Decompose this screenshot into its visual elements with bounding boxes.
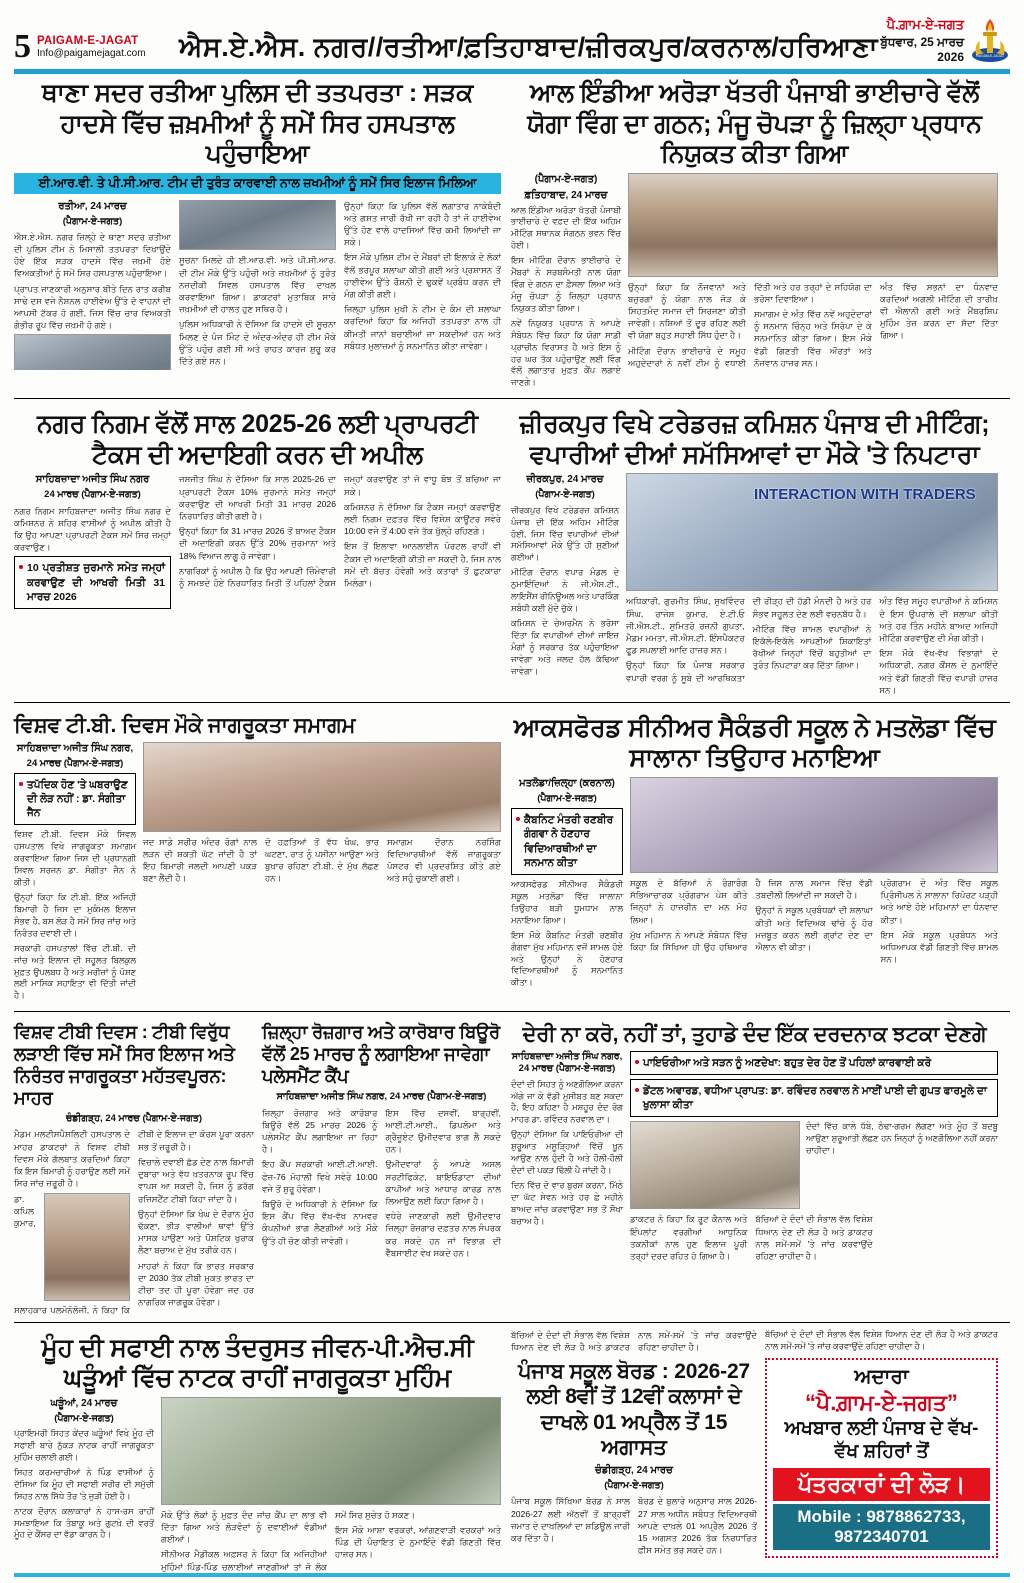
article-paragraph: ਬੱਚਿਆਂ ਦੇ ਦੰਦਾਂ ਦੀ ਸੰਭਾਲ ਵੱਲ ਵਿਸ਼ੇਸ਼ ਧਿਆਨ ਦੇਣ ਦੀ ਲੋੜ ਹੈ ਅਤੇ ਡਾਕਟਰ ਨਾਲ ਸਮੇਂ-ਸਮੇਂ 'ਤੇ ਜਾਂਚ ਕਰਵਾਉਂਦੇ ਰਹਿਣਾ ਚਾਹੀਦਾ ਹੈ। (511, 1329, 757, 1352)
page-number: 5 (14, 28, 31, 65)
article-body-right (630, 877, 998, 965)
article-dateline: ਮਤਲੋਡਾ/ਜ਼ਿਲ੍ਹਾ (ਕਰਨਾਲ) (519, 777, 615, 789)
article-photo-wrap (626, 473, 998, 591)
article-dental-health (511, 1018, 998, 1315)
logo-text: ਪੈ.ਗ਼ਾਮ-ਏ-ਜਗਤ (886, 17, 964, 32)
edition-title: ਐਸ.ਏ.ਐਸ. ਨਗਰ//ਰਤੀਆ/ਫ਼ਤਿਹਾਬਾਦ/ਜ਼ੀਰਕਪੁਰ/ਕਰਨਾਲ/ਹਰਿਆਣਾ (179, 32, 878, 62)
article-paragraph: ਇਸ ਮੌਕੇ ਪੁਲਿਸ ਟੀਮ ਦੇ ਮੈਂਬਰਾਂ ਦੀ ਇਲਾਕੇ ਦੇ ਲੋਕਾਂ ਵੱਲੋਂ ਭਰਪੂਰ ਸ਼ਲਾਘਾ ਕੀਤੀ ਗਈ ਅਤੇ ਪ੍ਰਸ਼ਾਸਨ ਤੋਂ ਹਾਈਵੇਅ ਉੱਤੇ ਰੌਸ਼ਨੀ ਦੇ ਢੁਕਵੇਂ ਪ੍ਰਬੰਧ ਕਰਨ ਦੀ ਮੰਗ ਕੀਤੀ ਗਈ। (344, 252, 501, 299)
article-paragraph: ਉਮੀਦਵਾਰਾਂ ਨੂੰ ਆਪਣੇ ਅਸਲ ਸਰਟੀਫਿਕੇਟ, ਬਾਇਓਡਾਟਾ ਦੀਆਂ ਕਾਪੀਆਂ ਅਤੇ ਆਧਾਰ ਕਾਰਡ ਨਾਲ ਲਿਆਉਣ ਲਈ ਕਿਹਾ ਗਿਆ ਹੈ। (385, 1159, 501, 1206)
article-byline: (ਪੈਗਾਮ-ਏ-ਜਗਤ) (534, 173, 598, 185)
article-paragraph: ਉਨ੍ਹਾਂ ਕਿਹਾ ਕਿ ਨੌਜਵਾਨਾਂ ਅਤੇ ਬਜ਼ੁਰਗਾਂ ਨੂੰ ਯੋਗਾ ਨਾਲ ਜੋੜ ਕੇ ਸਿਹਤਮੰਦ ਸਮਾਜ ਦੀ ਸਿਰਜਣਾ ਕੀਤੀ ਜਾਵੇਗੀ। ਨਸ਼ਿਆਂ ਤੋਂ ਦੂਰ ਰਹਿਣ ਲਈ ਵੀ ਯੋਗਾ ਬਹੁਤ ਸਹਾਈ ਸਿੱਧ ਹੁੰਦਾ ਹੈ। (628, 281, 746, 341)
article-lead-in (511, 1329, 757, 1355)
article-paragraph: ਬੋਰਡ ਦੇ ਬੁਲਾਰੇ ਅਨੁਸਾਰ ਸਾਲ 2026-27 ਸਾਲ ਅਧੀਨ ਸਬੰਧਤ ਵਿਦਿਆਰਥੀ ਆਪਣੇ ਦਾਖ਼ਲੇ 01 ਅਪ੍ਰੈਲ 2026 ਤੋਂ 15 ਅਗਸਤ 2026 ਤੱਕ ਨਿਰਧਾਰਿਤ ਫ਼ੀਸ ਸਮੇਤ ਭਰ ਸਕਦੇ ਹਨ। (638, 1496, 757, 1556)
article-paragraph: ਐਸ.ਏ.ਐਸ. ਨਗਰ ਜ਼ਿਲ੍ਹੇ ਦੇ ਥਾਣਾ ਸਦਰ ਰਤੀਆ ਦੀ ਪੁਲਿਸ ਟੀਮ ਨੇ ਮਿਸਾਲੀ ਤਤਪਰਤਾ ਦਿਖਾਉਂਦੇ ਹੋਏ ਇੱਕ ਸੜਕ ਹਾਦਸੇ ਵਿੱਚ ਜ਼ਖ਼ਮੀ ਹੋਏ ਵਿਅਕਤੀਆਂ ਨੂੰ ਸਮੇਂ ਸਿਰ ਹਸਪਤਾਲ ਪਹੁੰਚਾਇਆ। (14, 231, 171, 279)
article-paragraph: ਸਰਕਾਰੀ ਹਸਪਤਾਲਾਂ ਵਿੱਚ ਟੀ.ਬੀ. ਦੀ ਜਾਂਚ ਅਤੇ ਇਲਾਜ ਦੀ ਸਹੂਲਤ ਬਿਲਕੁਲ ਮੁਫ਼ਤ ਉਪਲਬਧ ਹੈ ਅਤੇ ਮਰੀਜ਼ਾਂ ਨੂੰ ਪੋਸ਼ਣ ਲਈ ਮਾਸਿਕ ਸਹਾਇਤਾ ਵੀ ਦਿੱਤੀ ਜਾਂਦੀ ਹੈ। (14, 942, 136, 1001)
article-layout (14, 1397, 501, 1573)
article-paragraph: ਮੈਡਮ ਮਲਟੀਸਪੈਸ਼ਲਿਟੀ ਹਸਪਤਾਲ ਦੇ ਮਾਹਰ ਡਾਕਟਰਾਂ ਨੇ ਵਿਸ਼ਵ ਟੀਬੀ ਦਿਵਸ ਮੌਕੇ ਗੱਲਬਾਤ ਕਰਦਿਆਂ ਕਿਹਾ ਕਿ ਇਸ ਬਿਮਾਰੀ ਨੂੰ ਹਰਾਉਣ ਲਈ ਸਮੇਂ ਸਿਰ ਜਾਂਚ ਜ਼ਰੂਰੀ ਹੈ। (14, 1129, 130, 1189)
article-byline: (ਪੈਗਾਮ-ਏ-ਜਗਤ) (535, 489, 595, 501)
article-body-left (511, 205, 621, 390)
article-subheadline: ਈ.ਆਰ.ਵੀ. ਤੇ ਪੀ.ਸੀ.ਆਰ. ਟੀਮ ਦੀ ਤੁਰੰਤ ਕਾਰਵਾਈ ਨਾਲ ਜ਼ਖਮੀਆਂ ਨੂੰ ਸਮੇਂ ਸਿਰ ਇਲਾਜ ਮਿਲਿਆ (14, 173, 501, 194)
article-layout (511, 1051, 998, 1262)
brand-name: PAIGAM-E-JAGAT (37, 34, 139, 47)
article-paragraph: ਡਾ. ਕਪਿਲ ਕੁਮਾਰ, ਸਲਾਹਕਾਰ ਪਲਮੋਨੋਲੋਜੀ, ਨੇ ਕਿਹਾ ਕਿ ਟੀਬੀ ਦੇ ਇਲਾਜ ਦਾ ਕੋਰਸ ਪੂਰਾ ਕਰਨਾ ਸਭ ਤੋਂ ਜ਼ਰੂਰੀ ਹੈ। (14, 1129, 254, 1315)
recruitment-advertisement[interactable] (765, 1358, 998, 1559)
article-paragraph: ਦੰਦਾਂ ਵਿੱਚ ਕਾਲੇ ਧੱਬੇ, ਠੰਢਾ-ਗਰਮ ਲੱਗਣਾ ਅਤੇ ਮੂੰਹ ਤੋਂ ਬਦਬੂ ਆਉਣਾ ਸ਼ੁਰੂਆਤੀ ਲੱਛਣ ਹਨ ਜਿਨ੍ਹਾਂ ਨੂੰ ਅਣਗੌਲਿਆ ਨਹੀਂ ਕਰਨਾ ਚਾਹੀਦਾ। (806, 1121, 998, 1156)
svg-text:PAIGAM-E-JAGAT: PAIGAM-E-JAGAT (975, 53, 1005, 58)
article-paragraph: ਇਸ ਮੌਕੇ ਆਸ਼ਾ ਵਰਕਰਾਂ, ਆਂਗਣਵਾੜੀ ਵਰਕਰਾਂ ਅਤੇ ਪਿੰਡ ਦੀ ਪੰਚਾਇਤ ਦੇ ਨੁਮਾਇੰਦੇ ਵੱਡੀ ਗਿਣਤੀ ਵਿੱਚ ਹਾਜ਼ਰ ਸਨ। (335, 1524, 501, 1560)
article-paragraph: ਸੂਚਨਾ ਮਿਲਦੇ ਹੀ ਈ.ਆਰ.ਵੀ. ਅਤੇ ਪੀ.ਸੀ.ਆਰ. ਦੀ ਟੀਮ ਮੌਕੇ ਉੱਤੇ ਪਹੁੰਚੀ ਅਤੇ ਜ਼ਖ਼ਮੀਆਂ ਨੂੰ ਤੁਰੰਤ ਨਜ਼ਦੀਕੀ ਸਿਵਲ ਹਸਪਤਾਲ ਵਿੱਚ ਦਾਖ਼ਲ ਕਰਵਾਇਆ ਗਿਆ। ਡਾਕਟਰਾਂ ਮੁਤਾਬਿਕ ਸਾਰੇ ਜ਼ਖ਼ਮੀਆਂ ਦੀ ਹਾਲਤ ਹੁਣ ਸਥਿਰ ਹੈ। (179, 255, 336, 315)
ad-red-band: ਪੱਤਰਕਾਰਾਂ ਦੀ ਲੋੜ। (773, 1468, 990, 1501)
article-paragraph: ਇਸ ਮੌਕੇ ਕੈਬਨਿਟ ਮੰਤਰੀ ਰਣਬੀਰ ਗੰਗਵਾ ਮੁੱਖ ਮਹਿਮਾਨ ਵਜੋਂ ਸ਼ਾਮਲ ਹੋਏ ਅਤੇ ਉਨ੍ਹਾਂ ਨੇ ਹੋਣਹਾਰ ਵਿਦਿਆਰਥੀਆਂ ਨੂੰ ਸਨਮਾਨਿਤ ਕੀਤਾ। (511, 929, 623, 988)
article-paragraph: ਮੀਟਿੰਗ ਦੌਰਾਨ ਭਾਈਚਾਰੇ ਦੇ ਸਮੂਹ ਅਹੁਦੇਦਾਰਾਂ ਨੇ ਨਵੀਂ ਟੀਮ ਨੂੰ ਵਧਾਈ ਦਿੱਤੀ ਅਤੇ ਹਰ ਤਰ੍ਹਾਂ ਦੇ ਸਹਿਯੋਗ ਦਾ ਭਰੋਸਾ ਦਿਵਾਇਆ। (628, 281, 872, 368)
article-paragraph: ਨਵੇਂ ਨਿਯੁਕਤ ਪ੍ਰਧਾਨ ਨੇ ਆਪਣੇ ਸੰਬੋਧਨ ਵਿੱਚ ਕਿਹਾ ਕਿ ਯੋਗਾ ਸਾਡੀ ਪ੍ਰਾਚੀਨ ਵਿਰਾਸਤ ਹੈ ਅਤੇ ਇਸ ਨੂੰ ਹਰ ਘਰ ਤੱਕ ਪਹੁੰਚਾਉਣ ਲਈ ਵਿੰਗ ਵੱਲੋਂ ਲਗਾਤਾਰ ਮੁਫ਼ਤ ਕੈਂਪ ਲਗਾਏ ਜਾਣਗੇ। (511, 317, 621, 388)
article-photo (630, 1121, 800, 1209)
article-headline: ਨਗਰ ਨਿਗਮ ਵੱਲੋਂ ਸਾਲ 2025-26 ਲਈ ਪ੍ਰਾਪਰਟੀ ਟੈਕਸ ਦੀ ਅਦਾਇਗੀ ਕਰਨ ਦੀ ਅਪੀਲ (37, 410, 478, 469)
article-col-left (511, 1051, 623, 1262)
article-byline: (ਪੈਗਾਮ-ਏ-ਜਗਤ) (54, 1412, 114, 1424)
article-body-left (511, 879, 623, 989)
advert-lead-in (765, 1329, 998, 1353)
article-paragraph: ਪ੍ਰੋਗਰਾਮ ਦੇ ਅੰਤ ਵਿੱਚ ਸਕੂਲ ਪ੍ਰਿੰਸੀਪਲ ਨੇ ਸਾਲਾਨਾ ਰਿਪੋਰਟ ਪੜ੍ਹੀ ਅਤੇ ਆਏ ਹੋਏ ਮਹਿਮਾਨਾਂ ਦਾ ਧੰਨਵਾਦ ਕੀਤਾ। (880, 877, 998, 925)
left-double-article (14, 1018, 501, 1315)
article-paragraph: ਵਿਚਾਲੇ ਦਵਾਈ ਛੱਡ ਦੇਣ ਨਾਲ ਬਿਮਾਰੀ ਦੁਬਾਰਾ ਅਤੇ ਵੱਧ ਖ਼ਤਰਨਾਕ ਰੂਪ ਵਿੱਚ ਵਾਪਸ ਆ ਸਕਦੀ ਹੈ, ਜਿਸ ਨੂੰ ਡਰੱਗ ਰਜ਼ਿਸਟੈਂਟ ਟੀਬੀ ਕਿਹਾ ਜਾਂਦਾ ਹੈ। (138, 1156, 254, 1204)
article-paragraph: ਕਮਿਸ਼ਨਰ ਨੇ ਦੱਸਿਆ ਕਿ ਟੈਕਸ ਜਮ੍ਹਾਂ ਕਰਵਾਉਣ ਲਈ ਨਿਗਮ ਦਫ਼ਤਰ ਵਿੱਚ ਵਿਸ਼ੇਸ਼ ਕਾਊਂਟਰ ਸਵੇਰੇ 10:00 ਵਜੇ ਤੋਂ 4:00 ਵਜੇ ਤੱਕ ਖੁੱਲ੍ਹੇ ਰਹਿਣਗੇ। (344, 501, 501, 537)
article-school-board-admissions (511, 1329, 757, 1573)
article-paragraph: ਪੁਲਿਸ ਅਧਿਕਾਰੀ ਨੇ ਦੱਸਿਆ ਕਿ ਹਾਦਸੇ ਦੀ ਸੂਚਨਾ ਮਿਲਣ ਦੇ ਪੰਜ ਮਿੰਟ ਦੇ ਅੰਦਰ-ਅੰਦਰ ਹੀ ਟੀਮ ਮੌਕੇ ਉੱਤੇ ਪਹੁੰਚ ਗਈ ਸੀ ਅਤੇ ਰਾਹਤ ਕਾਰਜ ਸ਼ੁਰੂ ਕਰ ਦਿੱਤੇ ਗਏ ਸਨ। (179, 319, 336, 366)
article-byline: ਚੰਡੀਗੜ੍ਹ, 24 ਮਾਰਚ (ਪੈਗਾਮ-ਏ-ਜਗਤ) (65, 1113, 203, 1125)
article-tb-day-awareness (14, 709, 501, 1005)
article-col-right (626, 473, 998, 696)
article-paragraph: ਉਨ੍ਹਾਂ ਕਿਹਾ ਕਿ 31 ਮਾਰਚ 2026 ਤੋਂ ਬਾਅਦ ਟੈਕਸ ਦੀ ਅਦਾਇਗੀ ਕਰਨ ਉੱਤੇ 20% ਜੁਰਮਾਨਾ ਅਤੇ 18% ਵਿਆਜ ਲਾਗੂ ਹੋ ਜਾਵੇਗਾ। (179, 526, 336, 561)
article-col-left (511, 473, 619, 696)
article-headline: ਪੰਜਾਬ ਸਕੂਲ ਬੋਰਡ : 2026-27 ਲਈ 8ਵੀਂ ਤੋਂ 12ਵੀਂ ਕਲਾਸਾਂ ਦੇ ਦਾਖਲੇ 01 ਅਪ੍ਰੈਲ ਤੋਂ 15 ਅਗਾਸਤ (518, 1359, 750, 1460)
article-col-right (161, 1397, 501, 1573)
article-paragraph: ਨਾਟਕ ਦੌਰਾਨ ਕਲਾਕਾਰਾਂ ਨੇ ਹਾਸ-ਰਸ ਰਾਹੀਂ ਸਮਝਾਇਆ ਕਿ ਤੰਬਾਕੂ ਅਤੇ ਗੁਟਖ਼ੇ ਦੀ ਵਰਤੋਂ ਮੂੰਹ ਦੇ ਕੈਂਸਰ ਦਾ ਵੱਡਾ ਕਾਰਨ ਹੈ। (14, 1505, 154, 1540)
article-paragraph: ਕਮਿਸ਼ਨ ਦੇ ਚੇਅਰਮੈਨ ਨੇ ਭਰੋਸਾ ਦਿੱਤਾ ਕਿ ਵਪਾਰੀਆਂ ਦੀਆਂ ਜਾਇਜ਼ ਮੰਗਾਂ ਨੂੰ ਸਰਕਾਰ ਤੱਕ ਪਹੁੰਚਾਇਆ ਜਾਵੇਗਾ ਅਤੇ ਜਲਦ ਹੱਲ ਕੱਢਿਆ ਜਾਵੇਗਾ। (511, 617, 619, 676)
article-paragraph: ਸਿਹਤ ਕਰਮਚਾਰੀਆਂ ਨੇ ਪਿੰਡ ਵਾਸੀਆਂ ਨੂੰ ਦੱਸਿਆ ਕਿ ਮੂੰਹ ਦੀ ਸਫਾਈ ਸਰੀਰ ਦੀ ਸਮੁੱਚੀ ਸਿਹਤ ਨਾਲ ਸਿੱਧੇ ਤੌਰ 'ਤੇ ਜੁੜੀ ਹੋਈ ਹੈ। (14, 1466, 154, 1501)
article-highlight-box: ਪਾਇਓਰੀਆ ਅਤੇ ਸੜਨ ਨੂੰ ਅਣਦੇਖਾ: ਬਹੁਤ ਦੇਰ ਹੋਣ ਤੋਂ ਪਹਿਲਾਂ ਕਾਰਵਾਈ ਕਰੋ (630, 1051, 998, 1075)
article-paragraph: ਉਨ੍ਹਾਂ ਕਿਹਾ ਕਿ ਪੰਜਾਬ ਸਰਕਾਰ ਵਪਾਰੀ ਵਰਗ ਨੂੰ ਸੂਬੇ ਦੀ ਆਰਥਿਕਤਾ ਦੀ ਰੀੜ੍ਹ ਦੀ ਹੱਡੀ ਮੰਨਦੀ ਹੈ ਅਤੇ ਹਰ ਸੰਭਵ ਸਹੂਲਤ ਦੇਣ ਲਈ ਵਚਨਬੱਧ ਹੈ। (626, 596, 872, 683)
article-paragraph: ਸਕੂਲ ਦੇ ਬੱਚਿਆਂ ਨੇ ਰੰਗਾਰੰਗ ਸੱਭਿਆਚਾਰਕ ਪ੍ਰੋਗਰਾਮ ਪੇਸ਼ ਕੀਤੇ ਜਿਨ੍ਹਾਂ ਨੇ ਹਾਜ਼ਰੀਨ ਦਾ ਮਨ ਮੋਹ ਲਿਆ। (630, 877, 748, 925)
article-paragraph: ਸਮਾਗਮ ਦੌਰਾਨ ਨਰਸਿੰਗ ਵਿਦਿਆਰਥੀਆਂ ਵੱਲੋਂ ਜਾਗਰੂਕਤਾ ਪੋਸਟਰ ਵੀ ਪ੍ਰਦਰਸ਼ਿਤ ਕੀਤੇ ਗਏ ਅਤੇ ਸਹੁੰ ਚੁਕਾਈ ਗਈ। (387, 836, 501, 884)
article-dateline: ਰਤੀਆ, 24 ਮਾਰਚ (58, 200, 127, 212)
article-paragraph: ਸਮਾਗਮ ਦੇ ਅੰਤ ਵਿੱਚ ਨਵੇਂ ਅਹੁਦੇਦਾਰਾਂ ਨੂੰ ਸਨਮਾਨ ਚਿੰਨ੍ਹ ਅਤੇ ਸਿਰੋਪਾ ਦੇ ਕੇ ਸਨਮਾਨਿਤ ਕੀਤਾ ਗਿਆ। ਇਸ ਮੌਕੇ ਵੱਡੀ ਗਿਣਤੀ ਵਿੱਚ ਔਰਤਾਂ ਅਤੇ ਨੌਜਵਾਨ ਹਾਜ਼ਰ ਸਨ। (754, 308, 872, 368)
article-paragraph: ਉਨ੍ਹਾਂ ਕਿਹਾ ਕਿ ਟੀ.ਬੀ. ਇੱਕ ਅਜਿਹੀ ਬਿਮਾਰੀ ਹੈ ਜਿਸ ਦਾ ਮੁਕੰਮਲ ਇਲਾਜ ਸੰਭਵ ਹੈ, ਬਸ ਲੋੜ ਹੈ ਸਮੇਂ ਸਿਰ ਜਾਂਚ ਅਤੇ ਨਿਰੰਤਰ ਦਵਾਈ ਦੀ। (14, 892, 136, 938)
article-body-right (630, 1213, 998, 1262)
article-byline: (ਪੈਗਾਮ-ਏ-ਜਗਤ) (604, 1480, 664, 1492)
top-section (14, 74, 1010, 392)
ad-line-2: “ਪੈ.ਗ਼ਾਮ-ਏ-ਜਗਤ” (805, 1389, 958, 1415)
article-body-left (14, 829, 136, 1002)
article-headline: ਮੂੰਹ ਦੀ ਸਫਾਈ ਨਾਲ ਤੰਦਰੁਸਤ ਜੀਵਨ-ਪੀ.ਐਚ.ਸੀ ਘੜੂੰਆਂ ਵਿੱਚ ਨਾਟਕ ਰਾਹੀਂ ਜਾਗਰੂਕਤਾ ਮੁਹਿੰਮ (41, 1333, 474, 1393)
article-byline: 24 ਮਾਰਚ (ਪੈਗਾਮ-ਏ-ਜਗਤ) (26, 757, 124, 769)
article-headline: ਦੇਰੀ ਨਾ ਕਰੋ, ਨਹੀਂ ਤਾਂ, ਤੁਹਾਡੇ ਦੰਦ ਇੱਕ ਦਰਦਨਾਕ ਝਟਕਾ ਦੇਣਗੇ (522, 1023, 987, 1047)
article-paragraph: ਉਨ੍ਹਾਂ ਦੱਸਿਆ ਕਿ ਖੰਘ ਦੇ ਦੌਰਾਨ ਮੂੰਹ ਢੱਕਣਾ, ਭੀੜ ਵਾਲੀਆਂ ਥਾਵਾਂ ਉੱਤੇ ਮਾਸਕ ਪਾਉਣਾ ਅਤੇ ਪੌਸ਼ਟਿਕ ਖੁਰਾਕ ਲੈਣਾ ਬਚਾਅ ਦੇ ਮੁੱਖ ਤਰੀਕੇ ਹਨ। (138, 1208, 254, 1256)
article-paragraph: ਅੰਤ ਵਿੱਚ ਸਮੂਹ ਵਪਾਰੀਆਂ ਨੇ ਕਮਿਸ਼ਨ ਦੇ ਇਸ ਉਪਰਾਲੇ ਦੀ ਸ਼ਲਾਘਾ ਕੀਤੀ ਅਤੇ ਹਰ ਤਿੰਨ ਮਹੀਨੇ ਬਾਅਦ ਅਜਿਹੀ ਮੀਟਿੰਗ ਕਰਵਾਉਣ ਦੀ ਮੰਗ ਕੀਤੀ। (879, 596, 998, 643)
article-paragraph: ਬਿਊਰੋ ਦੇ ਅਧਿਕਾਰੀ ਨੇ ਦੱਸਿਆ ਕਿ ਇਸ ਕੈਂਪ ਵਿੱਚ ਵੱਖ-ਵੱਖ ਨਾਮਵਰ ਕੰਪਨੀਆਂ ਭਾਗ ਲੈਣਗੀਆਂ ਅਤੇ ਮੌਕੇ ਉੱਤੇ ਹੀ ਚੋਣ ਕੀਤੀ ਜਾਵੇਗੀ। (262, 1198, 378, 1246)
article-paragraph: ਜ਼ਿਲ੍ਹਾ ਰੋਜ਼ਗਾਰ ਅਤੇ ਕਾਰੋਬਾਰ ਬਿਊਰੋ ਵੱਲੋਂ 25 ਮਾਰਚ 2026 ਨੂੰ ਪਲੇਸਮੈਂਟ ਕੈਂਪ ਲਗਾਇਆ ਜਾ ਰਿਹਾ ਹੈ। (262, 1107, 378, 1155)
article-paragraph: ਇਸ ਵਿੱਚ ਦਸਵੀਂ, ਬਾਰ੍ਹਵੀਂ, ਆਈ.ਟੀ.ਆਈ., ਡਿਪਲੋਮਾ ਅਤੇ ਗ੍ਰੈਜੂਏਟ ਉਮੀਦਵਾਰ ਭਾਗ ਲੈ ਸਕਦੇ ਹਨ। (385, 1107, 501, 1155)
article-layout (511, 473, 998, 696)
article-dateline: ਚੰਡੀਗੜ੍ਹ, 24 ਮਾਰਚ (595, 1465, 673, 1477)
article-paragraph: ਡਾਕਟਰ ਨੇ ਕਿਹਾ ਕਿ ਰੂਟ ਕੈਨਾਲ ਅਤੇ ਇੰਪਲਾਂਟ ਵਰਗੀਆਂ ਆਧੁਨਿਕ ਤਕਨੀਕਾਂ ਨਾਲ ਹੁਣ ਇਲਾਜ ਪੂਰੀ ਤਰ੍ਹਾਂ ਦਰਦ ਰਹਿਤ ਹੋ ਗਿਆ ਹੈ। (630, 1214, 748, 1262)
article-property-tax (14, 405, 501, 696)
article-paragraph: ਨਗਰ ਨਿਗਮ ਸਾਹਿਬਜ਼ਾਦਾ ਅਜੀਤ ਸਿੰਘ ਨਗਰ ਦੇ ਕਮਿਸ਼ਨਰ ਨੇ ਸ਼ਹਿਰ ਵਾਸੀਆਂ ਨੂੰ ਅਪੀਲ ਕੀਤੀ ਹੈ ਕਿ ਉਹ ਆਪਣਾ ਪ੍ਰਾਪਰਟੀ ਟੈਕਸ ਸਮੇਂ ਸਿਰ ਜਮ੍ਹਾਂ ਕਰਵਾਉਣ। (14, 505, 171, 553)
article-paragraph: ਮੀਟਿੰਗ ਵਿੱਚ ਸ਼ਾਮਲ ਵਪਾਰੀਆਂ ਨੇ ਇਕੱਲੇ-ਇਕੱਲੇ ਆਪਣੀਆਂ ਸ਼ਿਕਾਇਤਾਂ ਰੱਖੀਆਂ ਜਿਨ੍ਹਾਂ ਵਿੱਚੋਂ ਬਹੁਤੀਆਂ ਦਾ ਤੁਰੰਤ ਨਿਪਟਾਰਾ ਕਰ ਦਿੱਤਾ ਗਿਆ। (752, 623, 872, 671)
brand-email: Info@paigamejagat.com (37, 47, 146, 59)
masthead-center (179, 32, 878, 64)
article-yoga-wing (511, 74, 998, 392)
article-paragraph: ਵਿਸ਼ਵ ਟੀ.ਬੀ. ਦਿਵਸ ਮੌਕੇ ਸਿਵਲ ਹਸਪਤਾਲ ਵਿਖੇ ਜਾਗਰੂਕਤਾ ਸਮਾਗਮ ਕਰਵਾਇਆ ਗਿਆ ਜਿਸ ਦੀ ਪ੍ਰਧਾਨਗੀ ਸਿਵਲ ਸਰਜਨ ਡਾ. ਸੰਗੀਤਾ ਜੈਨ ਨੇ ਕੀਤੀ। (14, 829, 136, 888)
page-bottom-rule (14, 1573, 1010, 1577)
article-traders-commission (511, 405, 998, 696)
article-body-left (511, 1079, 623, 1228)
article-paragraph: ਆਕਸਫੋਰਡ ਸੀਨੀਅਰ ਸੈਕੰਡਰੀ ਸਕੂਲ ਮਤਲੋਡਾ ਵਿੱਚ ਸਾਲਾਨਾ ਤਿਉਹਾਰ ਬੜੀ ਧੂਮਧਾਮ ਨਾਲ ਮਨਾਇਆ ਗਿਆ। (511, 878, 623, 925)
article-col-right (143, 742, 501, 1006)
masthead-brandbox (37, 35, 146, 60)
article-paragraph: ਦੋ ਹਫ਼ਤਿਆਂ ਤੋਂ ਵੱਧ ਖੰਘ, ਭਾਰ ਘਟਣਾ, ਰਾਤ ਨੂੰ ਪਸੀਨਾ ਆਉਣਾ ਅਤੇ ਬੁਖ਼ਾਰ ਰਹਿਣਾ ਟੀ.ਬੀ. ਦੇ ਮੁੱਖ ਲੱਛਣ ਹਨ। (265, 836, 379, 884)
article-paragraph: ਮੀਟਿੰਗ ਦੌਰਾਨ ਵਪਾਰ ਮੰਡਲ ਦੇ ਨੁਮਾਇੰਦਿਆਂ ਨੇ ਜੀ.ਐਸ.ਟੀ., ਲਾਇਸੈਂਸ ਰੀਨਿਊਅਲ ਅਤੇ ਪਾਰਕਿੰਗ ਸਬੰਧੀ ਕਈ ਮੁੱਦੇ ਚੁੱਕੇ। (511, 567, 619, 614)
masthead (14, 0, 1010, 64)
article-police-response (14, 74, 501, 392)
article-layout (14, 742, 501, 1006)
bottom-section (14, 1329, 1010, 1573)
article-paragraph: ਮੁੱਖ ਮਹਿਮਾਨ ਨੇ ਆਪਣੇ ਸੰਬੋਧਨ ਵਿੱਚ ਕਿਹਾ ਕਿ ਸਿੱਖਿਆ ਹੀ ਉਹ ਹਥਿਆਰ ਹੈ ਜਿਸ ਨਾਲ ਸਮਾਜ ਵਿੱਚ ਵੱਡੀ ਤਬਦੀਲੀ ਲਿਆਂਦੀ ਜਾ ਸਕਦੀ ਹੈ। (630, 877, 873, 952)
publication-date: ਬੁੱਧਵਾਰ, 25 ਮਾਰਚ 2026 (880, 35, 964, 64)
article-paragraph: ਜਸਜੀਤ ਸਿੰਘ ਨੇ ਦੱਸਿਆ ਕਿ ਸਾਲ 2025-26 ਦਾ ਪ੍ਰਾਪਰਟੀ ਟੈਕਸ 10% ਜੁਰਮਾਨੇ ਸਮੇਤ ਜਮ੍ਹਾਂ ਕਰਵਾਉਣ ਦੀ ਆਖਰੀ ਮਿਤੀ 31 ਮਾਰਚ 2026 ਨਿਰਧਾਰਿਤ ਕੀਤੀ ਗਈ ਹੈ। (179, 474, 336, 521)
article-oral-hygiene-drama (14, 1329, 501, 1573)
article-highlight-box: 10 ਪ੍ਰਤੀਸ਼ਤ ਜੁਰਮਾਨੇ ਸਮੇਤ ਜਮ੍ਹਾਂ ਕਰਵਾਉਣ ਦੀ ਆਖਰੀ ਮਿਤੀ 31 ਮਾਰਚ 2026 (14, 556, 171, 609)
article-paragraph: ਉਨ੍ਹਾਂ ਕਿਹਾ ਕਿ ਪੁਲਿਸ ਵੱਲੋਂ ਲਗਾਤਾਰ ਨਾਕੇਬੰਦੀ ਅਤੇ ਗਸ਼ਤ ਜਾਰੀ ਰੱਖੀ ਜਾ ਰਹੀ ਹੈ ਤਾਂ ਜੋ ਹਾਈਵੇਅ ਉੱਤੇ ਹੋਣ ਵਾਲੇ ਹਾਦਸਿਆਂ ਵਿੱਚ ਕਮੀ ਲਿਆਂਦੀ ਜਾ ਸਕੇ। (344, 200, 501, 248)
article-photo (161, 1397, 501, 1505)
article-body (14, 473, 501, 609)
article-paragraph: ਬੱਚਿਆਂ ਦੇ ਦੰਦਾਂ ਦੀ ਸੰਭਾਲ ਵੱਲ ਵਿਸ਼ੇਸ਼ ਧਿਆਨ ਦੇਣ ਦੀ ਲੋੜ ਹੈ ਅਤੇ ਡਾਕਟਰ ਨਾਲ ਸਮੇਂ-ਸਮੇਂ 'ਤੇ ਜਾਂਚ ਕਰਵਾਉਂਦੇ ਰਹਿਣਾ ਚਾਹੀਦਾ ਹੈ। (755, 1214, 873, 1262)
article-photo (628, 173, 998, 277)
third-section (14, 709, 1010, 1005)
article-body-mid (806, 1121, 998, 1209)
article-col-left (14, 1397, 154, 1573)
article-dateline: ਘੜੂੰਆਂ, 24 ਮਾਰਚ (50, 1397, 118, 1409)
article-placement-camp (262, 1018, 501, 1315)
article-byline: (ਪੈਗਾਮ-ਏ-ਜਗਤ) (62, 215, 123, 227)
article-highlight-box: ਡੇਂਟਲ ਅਵਾਰਡ, ਵਧੀਆ ਪ੍ਰਾਪਤ: ਡਾ. ਰਵਿੰਦਰ ਨਰਵਾਲ ਨੇ ਮਾਈਂ ਪਾਈ ਦੀ ਗੁਪਤ ਫਾਰਮੂਲੇ ਦਾ ਖੁਲਾਸਾ ਕੀਤਾ (630, 1079, 998, 1117)
fourth-section (14, 1018, 1010, 1315)
section-divider (14, 398, 1010, 399)
article-paragraph: ਸੀਨੀਅਰ ਮੈਡੀਕਲ ਅਫ਼ਸਰ ਨੇ ਕਿਹਾ ਕਿ ਅਜਿਹੀਆਂ ਮੁਹਿੰਮਾਂ ਪਿੰਡ-ਪਿੰਡ ਚਲਾਈਆਂ ਜਾਣਗੀਆਂ ਤਾਂ ਜੋ ਲੋਕ ਸਮੇਂ ਸਿਰ ਸੁਚੇਤ ਹੋ ਸਕਣ। (161, 1509, 416, 1572)
article-oxford-school-festival (511, 709, 998, 1005)
ad-line-1: ਅਦਾਰਾ (854, 1365, 909, 1388)
article-body (511, 1495, 757, 1556)
article-paragraph: ਵਧੇਰੇ ਜਾਣਕਾਰੀ ਲਈ ਉਮੀਦਵਾਰ ਜ਼ਿਲ੍ਹਾ ਰੋਜ਼ਗਾਰ ਦਫ਼ਤਰ ਨਾਲ ਸੰਪਰਕ ਕਰ ਸਕਦੇ ਹਨ ਜਾਂ ਵਿਭਾਗ ਦੀ ਵੈੱਬਸਾਈਟ ਵੇਖ ਸਕਦੇ ਹਨ। (385, 1211, 501, 1258)
article-paragraph: ਜਦ ਸਾਡੇ ਸਰੀਰ ਅੰਦਰ ਰੋਗਾਂ ਨਾਲ ਲੜਨ ਦੀ ਸ਼ਕਤੀ ਘੱਟ ਜਾਂਦੀ ਹੈ ਤਾਂ ਇਹ ਬਿਮਾਰੀ ਜਲਦੀ ਆਪਣੀ ਪਕੜ ਬਣਾ ਲੈਂਦੀ ਹੈ। (143, 836, 257, 884)
article-col-left (511, 777, 623, 992)
article-paragraph: ਦੰਦਾਂ ਦੀ ਸਿਹਤ ਨੂੰ ਅਣਗੌਲਿਆ ਕਰਨਾ ਅੱਗੇ ਜਾ ਕੇ ਵੱਡੀ ਮੁਸੀਬਤ ਬਣ ਸਕਦਾ ਹੈ, ਇਹ ਕਹਿਣਾ ਹੈ ਮਸ਼ਹੂਰ ਦੰਦ ਰੋਗ ਮਾਹਰ ਡਾ. ਰਵਿੰਦਰ ਨਰਵਾਲ ਦਾ। (511, 1078, 623, 1125)
article-body (14, 1128, 254, 1315)
photo-banner-text: INTERACTION WITH TRADERS (754, 486, 976, 504)
article-photo (143, 742, 501, 832)
second-section (14, 405, 1010, 696)
article-byline: 24 ਮਾਰਚ (ਪੈਗਾਮ-ਏ-ਜਗਤ) (44, 489, 141, 501)
article-paragraph: ਮਾਹਰਾਂ ਨੇ ਕਿਹਾ ਕਿ ਭਾਰਤ ਸਰਕਾਰ ਦਾ 2030 ਤੱਕ ਟੀਬੀ ਮੁਕਤ ਭਾਰਤ ਦਾ ਟੀਚਾ ਤਦ ਹੀ ਪੂਰਾ ਹੋਵੇਗਾ ਜਦ ਹਰ ਨਾਗਰਿਕ ਜਾਗਰੂਕ ਹੋਵੇਗਾ। (138, 1260, 254, 1308)
article-paragraph: ਇਸ ਮੌਕੇ ਵੱਖ-ਵੱਖ ਵਿਭਾਗਾਂ ਦੇ ਅਧਿਕਾਰੀ, ਨਗਰ ਕੌਂਸਲ ਦੇ ਨੁਮਾਇੰਦੇ ਅਤੇ ਵੱਡੀ ਗਿਣਤੀ ਵਿੱਚ ਵਪਾਰੀ ਹਾਜ਼ਰ ਸਨ। (879, 648, 998, 695)
article-paragraph: ਉਨ੍ਹਾਂ ਨੇ ਸਕੂਲ ਪ੍ਰਬੰਧਕਾਂ ਦੀ ਸ਼ਲਾਘਾ ਕੀਤੀ ਅਤੇ ਵਿਦਿਅਕ ਢਾਂਚੇ ਨੂੰ ਹੋਰ ਮਜ਼ਬੂਤ ਕਰਨ ਲਈ ਗ੍ਰਾਂਟ ਦੇਣ ਦਾ ਐਲਾਨ ਵੀ ਕੀਤਾ। (755, 905, 873, 952)
article-byline: ਸਾਹਿਬਜ਼ਾਦਾ ਅਜੀਤ ਸਿੰਘ ਨਗਰ, 24 ਮਾਰਚ (ਪੈਗਾਮ-ਏ-ਜਗਤ) (511, 1050, 623, 1075)
article-body-right (628, 281, 998, 369)
article-paragraph: ਪ੍ਰਾਇਮਰੀ ਸਿਹਤ ਕੇਂਦਰ ਘੜੂੰਆਂ ਵਿਖੇ ਮੂੰਹ ਦੀ ਸਫਾਈ ਬਾਰੇ ਨੁੱਕੜ ਨਾਟਕ ਰਾਹੀਂ ਜਾਗਰੂਕਤਾ ਮੁਹਿੰਮ ਚਲਾਈ ਗਈ। (14, 1428, 154, 1462)
article-attendees: ਅਧਿਕਾਰੀ, ਗੁਰਮੀਤ ਸਿੰਘ, ਸੁਖਵਿੰਦਰ ਸਿੰਘ, ਰਾਜੇਸ਼ ਕੁਮਾਰ, ਏ.ਟੀ.ਓ ਜੀ.ਐਸ.ਟੀ., ਸੁਮਿਤਰੋ ਰਜਨੀ ਗੁਪਤਾ, ਮੈਡਮ ਮਮਤਾ, ਜੀ.ਐਸ.ਟੀ. ਇੰਸਪੈਕਟਰ ਫੂਡ ਸਪਲਾਈ ਆਦਿ ਹਾਜ਼ਰ ਸਨ। (626, 596, 745, 656)
article-col-right (630, 1051, 998, 1262)
article-paragraph: ਇਸ ਮੀਟਿੰਗ ਦੌਰਾਨ ਭਾਈਚਾਰੇ ਦੇ ਮੈਂਬਰਾਂ ਨੇ ਸਰਬਸੰਮਤੀ ਨਾਲ ਯੋਗਾ ਵਿੰਗ ਦੇ ਗਠਨ ਦਾ ਫ਼ੈਸਲਾ ਲਿਆ ਅਤੇ ਮੰਜੂ ਚੋਪੜਾ ਨੂੰ ਜ਼ਿਲ੍ਹਾ ਪ੍ਰਧਾਨ ਨਿਯੁਕਤ ਕੀਤਾ ਗਿਆ। (511, 255, 621, 313)
section-divider (14, 702, 1010, 703)
article-byline: ਸਾਹਿਬਜ਼ਾਦਾ ਅਜੀਤ ਸਿੰਘ ਨਗਰ, 24 ਮਾਰਚ (ਪੈਗਾਮ-ਏ-ਜਗਤ) (276, 1091, 487, 1103)
article-paragraph: ਇਹ ਕੈਂਪ ਸਰਕਾਰੀ ਆਈ.ਟੀ.ਆਈ. ਫੇਜ਼-76 ਮੋਹਾਲੀ ਵਿਖੇ ਸਵੇਰੇ 10:00 ਵਜੇ ਤੋਂ ਸ਼ੁਰੂ ਹੋਵੇਗਾ। (262, 1159, 378, 1194)
article-body-right (626, 595, 998, 696)
article-paragraph: ਪ੍ਰਾਪਤ ਜਾਣਕਾਰੀ ਅਨੁਸਾਰ ਬੀਤੇ ਦਿਨ ਰਾਤ ਕਰੀਬ ਸਾਢੇ ਦਸ ਵਜੇ ਨੈਸ਼ਨਲ ਹਾਈਵੇਅ ਉੱਤੇ ਦੋ ਵਾਹਨਾਂ ਦੀ ਆਪਸੀ ਟੱਕਰ ਹੋ ਗਈ, ਜਿਸ ਵਿੱਚ ਚਾਰ ਵਿਅਕਤੀ ਗੰਭੀਰ ਰੂਪ ਵਿੱਚ ਜ਼ਖ਼ਮੀ ਹੋ ਗਏ। (14, 283, 171, 331)
article-body (14, 200, 501, 370)
ad-line-3: ਅਖਬਾਰ ਲਈ ਪੰਜਾਬ ਦੇ ਵੱਖ-ਵੱਖ ਸ਼ਹਿਰਾਂ ਤੋਂ (784, 1417, 979, 1463)
article-headline: ਜ਼ੀਰਕਪੁਰ ਵਿਖੇ ਟਰੇਡਰਜ਼ ਕਮਿਸ਼ਨ ਪੰਜਾਬ ਦੀ ਮੀਟਿੰਗ; ਵਪਾਰੀਆਂ ਦੀਆਂ ਸਮੱਸਿਆਵਾਂ ਦਾ ਮੌਕੇ 'ਤੇ ਨਿਪਟਾਰਾ (519, 410, 990, 469)
article-paragraph: ਇਸ ਤੋਂ ਇਲਾਵਾ ਆਨਲਾਈਨ ਪੋਰਟਲ ਰਾਹੀਂ ਵੀ ਟੈਕਸ ਦੀ ਅਦਾਇਗੀ ਕੀਤੀ ਜਾ ਸਕਦੀ ਹੈ, ਜਿਸ ਨਾਲ ਸਮੇਂ ਦੀ ਬੱਚਤ ਹੋਵੇਗੀ ਅਤੇ ਕਤਾਰਾਂ ਤੋਂ ਛੁਟਕਾਰਾ ਮਿਲੇਗਾ। (344, 541, 501, 588)
article-headline: ਆਲ ਇੰਡੀਆ ਅਰੋੜਾ ਖੱਤਰੀ ਪੰਜਾਬੀ ਭਾਈਚਾਰੇ ਵੱਲੋਂ ਯੋਗਾ ਵਿੰਗ ਦਾ ਗਠਨ; ਮੰਜੂ ਚੋਪੜਾ ਨੂੰ ਜ਼ਿਲ੍ਹਾ ਪ੍ਰਧਾਨ ਨਿਯੁਕਤ ਕੀਤਾ ਗਿਆ (527, 79, 982, 168)
article-dateline: ਫ਼ਤਿਹਾਬਾਦ, 24 ਮਾਰਚ (524, 189, 608, 201)
article-highlight-box: ਤਪੱਦਿਕ ਹੋਣ 'ਤੇ ਘਬਰਾਉਣ ਦੀ ਲੋੜ ਨਹੀਂ : ਡਾ. ਸੰਗੀਤਾ ਜੈਨ (14, 773, 136, 826)
article-dateline: ਸਾਹਿਬਜ਼ਾਦਾ ਅਜੀਤ ਸਿੰਘ ਨਗਰ (35, 474, 150, 486)
article-body (262, 1107, 501, 1259)
ad-mobile-band[interactable]: Mobile : 9878862733, 9872340701 (773, 1504, 990, 1550)
article-paragraph: ਬੱਚਿਆਂ ਦੇ ਦੰਦਾਂ ਦੀ ਸੰਭਾਲ ਵੱਲ ਵਿਸ਼ੇਸ਼ ਧਿਆਨ ਦੇਣ ਦੀ ਲੋੜ ਹੈ ਅਤੇ ਡਾਕਟਰ ਨਾਲ ਸਮੇਂ-ਸਮੇਂ 'ਤੇ ਜਾਂਚ ਕਰਵਾਉਂਦੇ ਰਹਿਣਾ ਚਾਹੀਦਾ ਹੈ। (765, 1328, 998, 1351)
article-dateline: ਸਾਹਿਬਜ਼ਾਦਾ ਅਜੀਤ ਸਿੰਘ ਨਗਰ, (16, 742, 134, 754)
article-body-right (161, 1509, 501, 1573)
article-byline: (ਪੈਗਾਮ-ਏ-ਜਗਤ) (537, 792, 597, 804)
article-paragraph: ਦਿਨ ਵਿੱਚ ਦੋ ਵਾਰ ਬੁਰਸ਼ ਕਰਨਾ, ਮਿੱਠੇ ਦਾ ਘੱਟ ਸੇਵਨ ਅਤੇ ਹਰ ਛੇ ਮਹੀਨੇ ਬਾਅਦ ਜਾਂਚ ਕਰਵਾਉਣਾ ਸਭ ਤੋਂ ਸੌਖਾ ਬਚਾਅ ਹੈ। (511, 1180, 623, 1226)
article-headline: ਵਿਸ਼ਵ ਟੀ.ਬੀ. ਦਿਵਸ ਮੌਕੇ ਜਾਗਰੂਕਤਾ ਸਮਾਗਮ (14, 713, 356, 737)
article-headline: ਆਕਸਫੋਰਡ ਸੀਨੀਅਰ ਸੈਕੰਡਰੀ ਸਕੂਲ ਨੇ ਮਤਲੋਡਾ ਵਿੱਚ ਸਾਲਾਨਾ ਤਿਉਹਾਰ ਮਨਾਇਆ (513, 713, 996, 773)
masthead-right (878, 17, 1010, 64)
article-paragraph: ਆਲ ਇੰਡੀਆ ਅਰੋੜਾ ਖੱਤਰੀ ਪੰਜਾਬੀ ਭਾਈਚਾਰੇ ਦੇ ਵਫ਼ਦ ਦੀ ਇੱਕ ਅਹਿਮ ਮੀਟਿੰਗ ਸਥਾਨਕ ਸੰਗਠਨ ਭਵਨ ਵਿੱਚ ਹੋਈ। (511, 204, 621, 251)
torch-logo-icon (970, 19, 1010, 63)
article-col-left (511, 173, 621, 393)
article-paragraph: ਪੰਜਾਬ ਸਕੂਲ ਸਿੱਖਿਆ ਬੋਰਡ ਨੇ ਸਾਲ 2026-27 ਲਈ ਅੱਠਵੀਂ ਤੋਂ ਬਾਰ੍ਹਵੀਂ ਜਮਾਤ ਦੇ ਦਾਖ਼ਲਿਆਂ ਦਾ ਸ਼ਡਿਊਲ ਜਾਰੀ ਕਰ ਦਿੱਤਾ ਹੈ। (511, 1496, 630, 1543)
article-body-left (511, 505, 619, 678)
article-highlight-box: ਕੈਬਨਿਟ ਮੰਤਰੀ ਰਣਬੀਰ ਗੰਗਵਾ ਨੇ ਹੋਣਹਾਰ ਵਿਦਿਆਰਥੀਆਂ ਦਾ ਸਨਮਾਨ ਕੀਤਾ (511, 808, 623, 875)
article-paragraph: ਇਸ ਮੌਕੇ ਸਕੂਲ ਪ੍ਰਬੰਧਨ ਅਤੇ ਅਧਿਆਪਕ ਵੱਡੀ ਗਿਣਤੀ ਵਿੱਚ ਸ਼ਾਮਲ ਸਨ। (880, 929, 998, 965)
masthead-left (14, 30, 179, 64)
bottom-right-section (511, 1329, 998, 1573)
article-headline: ਜ਼ਿਲ੍ਹਾ ਰੋਜ਼ਗਾਰ ਅਤੇ ਕਾਰੋਬਾਰ ਬਿਊਰੋ ਵੱਲੋਂ 25 ਮਾਰਚ ਨੂੰ ਲਗਾਇਆ ਜਾਵੇਗਾ ਪਲੇਸਮੈਂਟ ਕੈਂਪ (262, 1022, 500, 1087)
section-divider (14, 1322, 1010, 1323)
advert-column (765, 1329, 998, 1573)
masthead-right-text (878, 17, 964, 64)
article-tb-experts (14, 1018, 254, 1315)
article-portrait-photo (44, 1193, 130, 1301)
article-body-right (143, 836, 501, 888)
article-body-left (14, 1428, 154, 1541)
article-paragraph: ਉਨ੍ਹਾਂ ਦੱਸਿਆ ਕਿ ਪਾਇਓਰੀਆ ਦੀ ਸ਼ੁਰੂਆਤ ਮਸੂੜ੍ਹਿਆਂ ਵਿੱਚੋਂ ਖ਼ੂਨ ਆਉਣ ਨਾਲ ਹੁੰਦੀ ਹੈ ਅਤੇ ਹੌਲੀ-ਹੌਲੀ ਦੰਦਾਂ ਦੀ ਪਕੜ ਢਿੱਲੀ ਪੈ ਜਾਂਦੀ ਹੈ। (511, 1129, 623, 1176)
article-col-right (630, 777, 998, 992)
article-dateline: ਜ਼ੀਰਕਪੁਰ, 24 ਮਾਰਚ (526, 474, 604, 486)
article-paragraph: ਨਾਗਰਿਕਾਂ ਨੂੰ ਅਪੀਲ ਹੈ ਕਿ ਉਹ ਆਪਣੀ ਜ਼ਿੰਮੇਵਾਰੀ ਨੂੰ ਸਮਝਦੇ ਹੋਏ ਨਿਰਧਾਰਿਤ ਮਿਤੀ ਤੋਂ ਪਹਿਲਾਂ ਟੈਕਸ ਜਮ੍ਹਾਂ ਕਰਵਾਉਣ ਤਾਂ ਜੋ ਵਾਧੂ ਬੋਝ ਤੋਂ ਬਚਿਆ ਜਾ ਸਕੇ। (179, 474, 501, 588)
article-paragraph: ਮੌਕੇ ਉੱਤੇ ਲੋਕਾਂ ਨੂੰ ਮੁਫ਼ਤ ਦੰਦ ਜਾਂਚ ਕੈਂਪ ਦਾ ਲਾਭ ਵੀ ਦਿੱਤਾ ਗਿਆ ਅਤੇ ਲੋੜਵੰਦਾਂ ਨੂੰ ਦਵਾਈਆਂ ਵੰਡੀਆਂ ਗਈਆਂ। (161, 1509, 327, 1545)
article-col-right (628, 173, 998, 393)
article-layout (511, 777, 998, 992)
article-paragraph: ਜ਼ੀਰਕਪੁਰ ਵਿਖੇ ਟਰੇਡਰਜ਼ ਕਮਿਸ਼ਨ ਪੰਜਾਬ ਦੀ ਇੱਕ ਅਹਿਮ ਮੀਟਿੰਗ ਹੋਈ, ਜਿਸ ਵਿੱਚ ਵਪਾਰੀਆਂ ਦੀਆਂ ਸਮੱਸਿਆਵਾਂ ਮੌਕੇ ਉੱਤੇ ਹੀ ਸੁਣੀਆਂ ਗਈਆਂ। (511, 504, 619, 563)
article-photo (630, 777, 998, 873)
section-divider (14, 1011, 1010, 1012)
article-paragraph: ਜ਼ਿਲ੍ਹਾ ਪੁਲਿਸ ਮੁਖੀ ਨੇ ਟੀਮ ਦੇ ਕੰਮ ਦੀ ਸ਼ਲਾਘਾ ਕਰਦਿਆਂ ਕਿਹਾ ਕਿ ਅਜਿਹੀ ਤਤਪਰਤਾ ਨਾਲ ਹੀ ਕੀਮਤੀ ਜਾਨਾਂ ਬਚਾਈਆਂ ਜਾ ਸਕਦੀਆਂ ਹਨ ਅਤੇ ਸਬੰਧਤ ਮੁਲਾਜ਼ਮਾਂ ਨੂੰ ਸਨਮਾਨਿਤ ਕੀਤਾ ਜਾਵੇਗਾ। (344, 304, 501, 351)
article-headline: ਵਿਸ਼ਵ ਟੀਬੀ ਦਿਵਸ : ਟੀਬੀ ਵਿਰੁੱਧ ਲੜਾਈ ਵਿੱਚ ਸਮੇਂ ਸਿਰ ਇਲਾਜ ਅਤੇ ਨਿਰੰਤਰ ਜਾਗਰੂਕਤਾ ਮਹੱਤਵਪੂਰਨ: ਮਾਹਰ (14, 1022, 235, 1109)
article-layout (511, 173, 998, 393)
article-paragraph: ਅੰਤ ਵਿੱਚ ਸਭਨਾਂ ਦਾ ਧੰਨਵਾਦ ਕਰਦਿਆਂ ਅਗਲੀ ਮੀਟਿੰਗ ਦੀ ਤਾਰੀਖ਼ ਵੀ ਐਲਾਨੀ ਗਈ ਅਤੇ ਮੈਂਬਰਸ਼ਿਪ ਮੁਹਿੰਮ ਤੇਜ਼ ਕਰਨ ਦਾ ਸੱਦਾ ਦਿੱਤਾ ਗਿਆ। (880, 281, 998, 341)
article-col-left (14, 742, 136, 1006)
article-headline: ਥਾਣਾ ਸਦਰ ਰਤੀਆ ਪੁਲਿਸ ਦੀ ਤਤਪਰਤਾ : ਸੜਕ ਹਾਦਸੇ ਵਿੱਚ ਜ਼ਖ਼ਮੀਆਂ ਨੂੰ ਸਮੇਂ ਸਿਰ ਹਸਪਤਾਲ ਪਹੁੰਚਾਇਆ (41, 79, 474, 168)
